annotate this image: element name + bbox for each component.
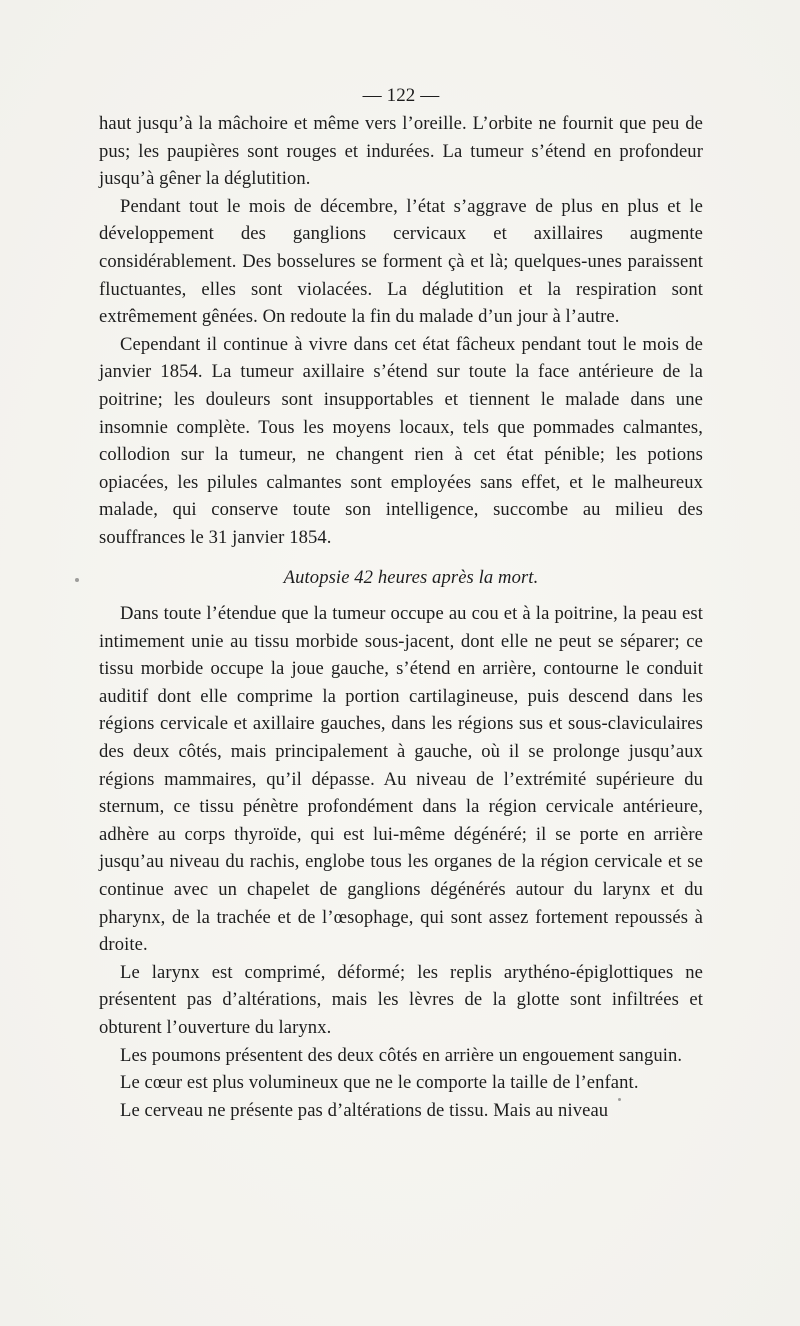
section-heading: Autopsie 42 heures après la mort. bbox=[283, 566, 539, 588]
paragraph-autopsy-heart: Le cœur est plus volumineux que ne le comporte la taille de l’enfant. bbox=[120, 1072, 639, 1094]
ink-speck bbox=[618, 1098, 621, 1101]
paragraph-autopsy-lungs: Les poumons présentent des deux côtés en arrière un engouement sanguin. bbox=[120, 1044, 683, 1066]
paragraph-autopsy-tumor: Dans toute l’étendue que la tumeur occupe au cou et à la poitrine, la peau est intimement unie au tissu morbide sous-jacent, dont elle ne peut se séparer; ce tissu morbide occupe la joue gauche, s’étend en arrière, contourne le conduit auditif dont elle comprime la portion cartilagineuse, puis descend dans les régions cervicale et axillaire gauches, dans les régions sus et sous-claviculaires des deux côtés, mais principalement à gauche, où il se prolonge jusqu’aux régions mammaires, qu’il dépasse. Au niveau de l’extrémité supérieure du sternum, ce tissu pénètre profondément dans la région cervicale antérieure, adhère au corps thyroïde, qui est lui-même dégénéré; il se porte en arrière jusqu’au niveau du rachis, englobe tous les organes de la région cervicale et se continue avec un chapelet de ganglions dégénérés autour du larynx et du pharynx, de la trachée et de l’œsophage, qui sont assez fortement repoussés à droite. bbox=[99, 603, 703, 956]
paragraph-january: Cependant il continue à vivre dans cet état fâcheux pendant tout le mois de janvier 1854. La tumeur axillaire s’étend sur toute la face antérieure de la poitrine; les douleurs sont insupportables et tiennent le malade dans une insomnie complète. Tous les moyens locaux, tels que pommades calmantes, collodion sur la tumeur, ne changent rien à cet état pénible; les potions opiacées, les pilules calmantes sont employées sans effet, et le malheureux malade, qui conserve toute son intelligence, succombe au milieu des souffrances le 31 janvier 1854. bbox=[99, 333, 703, 548]
paragraph-autopsy-brain: Le cerveau ne présente pas d’altérations de tissu. Mais au niveau bbox=[120, 1099, 609, 1121]
page-number: — 122 — bbox=[362, 85, 440, 106]
ink-speck bbox=[75, 578, 79, 582]
paragraph-autopsy-larynx: Le larynx est comprimé, déformé; les replis arythéno-épiglottiques ne présentent pas d’altérations, mais les lèvres de la glotte sont infiltrées et obturent l’ouverture du larynx. bbox=[99, 961, 703, 1038]
paragraph-continued: haut jusqu’à la mâchoire et même vers l’oreille. L’orbite ne fournit que peu de pus; les paupières sont rouges et indurées. La tumeur s’étend en profondeur jusqu’à gêner la déglutition. bbox=[99, 113, 703, 190]
page-body bbox=[99, 82, 703, 1124]
paragraph-december: Pendant tout le mois de décembre, l’état s’aggrave de plus en plus et le développement des ganglions cervicaux et axillaires augmente considérablement. Des bosselures se forment çà et là; quelques-unes paraissent fluctuantes, elles sont violacées. La déglutition et la respiration sont extrêmement gênées. On redoute la fin du malade d’un jour à l’autre. bbox=[99, 195, 703, 328]
